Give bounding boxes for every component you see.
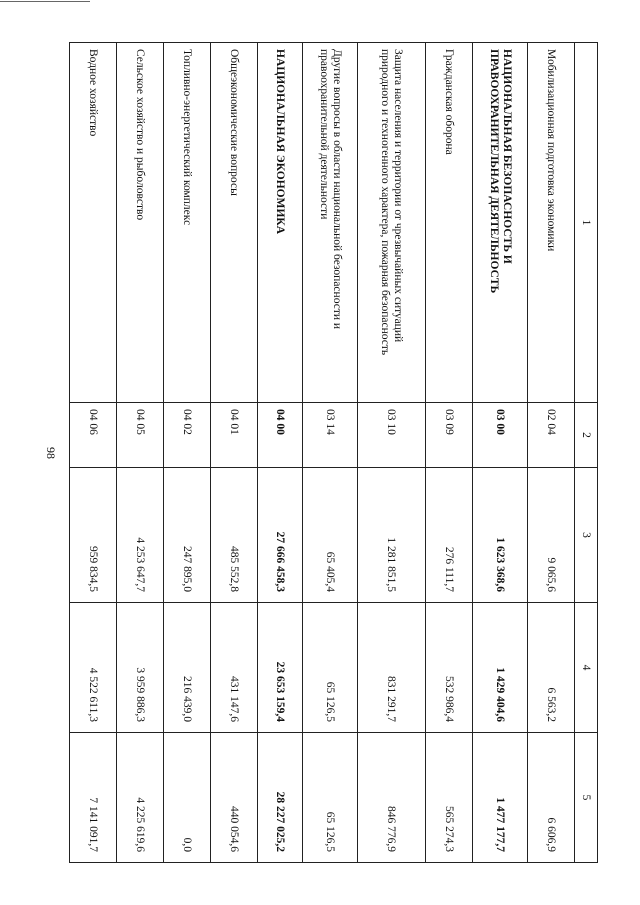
header-cell-3: 3: [575, 468, 598, 603]
row-name-cell: Гражданская оборона: [426, 43, 473, 403]
row-name-cell: Водное хозяйство: [70, 43, 117, 403]
row-name-cell: Сельское хозяйство и рыболовство: [117, 43, 164, 403]
row-value-col4: 216 439,0: [164, 603, 211, 733]
table-row: [211, 43, 258, 863]
header-cell-1: 1: [575, 43, 598, 403]
row-name-cell: Общеэкономические вопросы: [211, 43, 258, 403]
row-value-col5: 1 477 177,7: [473, 733, 528, 863]
table-row: [426, 43, 473, 863]
top-rule: [0, 1, 90, 2]
table-row: [528, 43, 575, 863]
row-value-col3: 959 834,5: [70, 468, 117, 603]
row-value-col4: 431 147,6: [211, 603, 258, 733]
row-value-col3: 4 253 647,7: [117, 468, 164, 603]
row-value-col4: 4 522 611,3: [70, 603, 117, 733]
row-value-col4: 3 959 886,3: [117, 603, 164, 733]
row-name-cell: Топливно-энергетический комплекс: [164, 43, 211, 403]
row-code-cell: 03 09: [426, 403, 473, 468]
row-code-cell: 02 04: [528, 403, 575, 468]
row-code-cell: 04 00: [258, 403, 303, 468]
row-value-col5: 565 274,3: [426, 733, 473, 863]
row-name-cell: НАЦИОНАЛЬНАЯ БЕЗОПАСНОСТЬ И ПРАВООХРАНИТЕЛЬНАЯ ДЕЯТЕЛЬНОСТЬ: [473, 43, 528, 403]
header-cell-5: 5: [575, 733, 598, 863]
budget-table: [69, 42, 598, 863]
table-header-row: [575, 43, 598, 863]
header-cell-4: 4: [575, 603, 598, 733]
row-value-col5: 6 606,9: [528, 733, 575, 863]
row-value-col3: 1 623 368,6: [473, 468, 528, 603]
table-row: [258, 43, 303, 863]
row-value-col3: 9 065,6: [528, 468, 575, 603]
row-value-col5: 846 776,9: [358, 733, 426, 863]
budget-table-body: [70, 43, 598, 863]
row-value-col3: 1 281 851,5: [358, 468, 426, 603]
table-row: [473, 43, 528, 863]
row-value-col5: 65 126,5: [303, 733, 358, 863]
table-row: [358, 43, 426, 863]
row-code-cell: 04 05: [117, 403, 164, 468]
page-number: 98: [44, 447, 58, 459]
row-value-col5: 7 141 091,7: [70, 733, 117, 863]
row-code-cell: 03 10: [358, 403, 426, 468]
row-name-cell: НАЦИОНАЛЬНАЯ ЭКОНОМИКА: [258, 43, 303, 403]
row-value-col5: 440 054,6: [211, 733, 258, 863]
row-value-col3: 485 552,8: [211, 468, 258, 603]
table-row: [117, 43, 164, 863]
table-row: [303, 43, 358, 863]
row-value-col3: 65 405,4: [303, 468, 358, 603]
row-name-cell: Мобилизационная подготовка экономики: [528, 43, 575, 403]
row-value-col3: 27 666 458,3: [258, 468, 303, 603]
row-value-col4: 23 653 159,4: [258, 603, 303, 733]
row-code-cell: 04 01: [211, 403, 258, 468]
row-value-col4: 1 429 404,6: [473, 603, 528, 733]
row-value-col3: 276 111,7: [426, 468, 473, 603]
row-value-col5: 4 225 619,6: [117, 733, 164, 863]
row-value-col5: 0,0: [164, 733, 211, 863]
table-row: [70, 43, 117, 863]
row-value-col5: 28 227 025,2: [258, 733, 303, 863]
row-value-col4: 831 291,7: [358, 603, 426, 733]
row-value-col4: 65 126,5: [303, 603, 358, 733]
row-name-cell: Защита населения и территории от чрезвычайных ситуаций природного и техногенного характера, пожарная безопасность: [358, 43, 426, 403]
table-row: [164, 43, 211, 863]
rotated-table-wrapper: [83, 42, 598, 862]
row-value-col4: 532 986,4: [426, 603, 473, 733]
header-cell-2: 2: [575, 403, 598, 468]
row-code-cell: 04 06: [70, 403, 117, 468]
row-value-col4: 6 563,2: [528, 603, 575, 733]
row-value-col3: 247 895,0: [164, 468, 211, 603]
row-name-cell: Другие вопросы в области национальной безопасности и правоохранительной деятельности: [303, 43, 358, 403]
row-code-cell: 04 02: [164, 403, 211, 468]
row-code-cell: 03 00: [473, 403, 528, 468]
row-code-cell: 03 14: [303, 403, 358, 468]
